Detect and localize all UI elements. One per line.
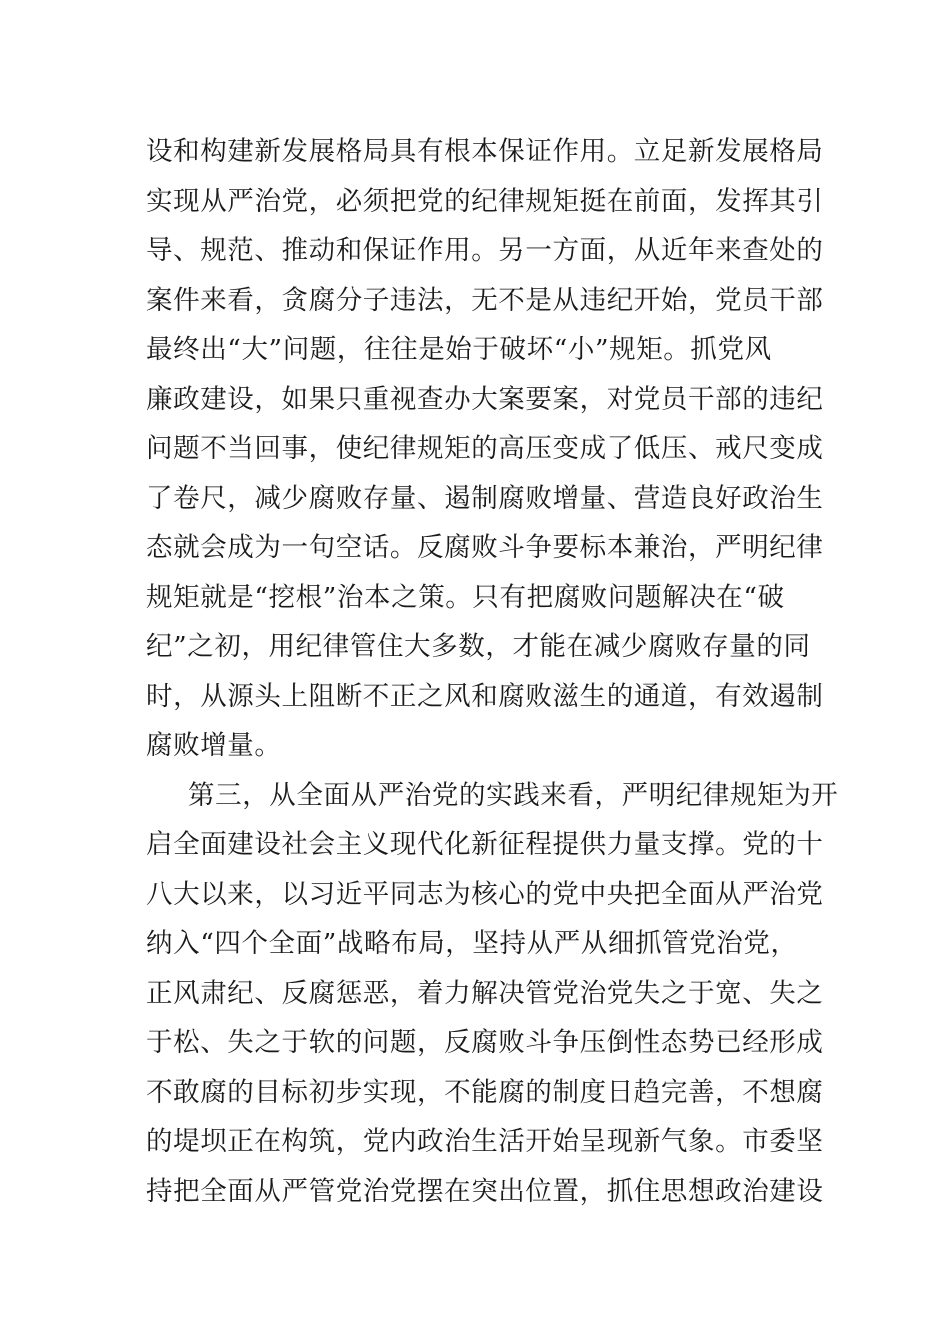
text-line: 规矩就是“挖根”治本之策。只有把腐败问题解决在“破 — [146, 581, 785, 613]
text-line: 廉政建设，如果只重视查办大案要案，对党员干部的违纪 — [146, 383, 824, 415]
text-line: 最终出“大”问题，往往是始于破坏“小”规矩。抓党风 — [146, 334, 772, 365]
text-line: 正风肃纪、反腐惩恶，着力解决管党治党失之于宽、失之 — [146, 977, 824, 1009]
text-line: 腐败增量。 — [146, 730, 282, 761]
text-line: 设和构建新发展格局具有根本保证作用。立足新发展格局 — [146, 136, 824, 167]
text-line: 导、规范、推动和保证作用。另一方面，从近年来查处的 — [146, 235, 824, 266]
text-line: 问题不当回事，使纪律规矩的高压变成了低压、戒尺变成 — [146, 433, 824, 464]
text-line: 了卷尺，减少腐败存量、遏制腐败增量、营造良好政治生 — [146, 482, 824, 514]
text-line: 时，从源头上阻断不正之风和腐败滋生的通道，有效遏制 — [146, 680, 824, 712]
text-line: 态就会成为一句空话。反腐败斗争要标本兼治，严明纪律 — [146, 532, 824, 563]
text-line: 启全面建设社会主义现代化新征程提供力量支撑。党的十 — [146, 829, 824, 860]
text-line: 实现从严治党，必须把党的纪律规矩挺在前面，发挥其引 — [146, 185, 824, 217]
text-line: 不敢腐的目标初步实现，不能腐的制度日趋完善，不想腐 — [146, 1076, 824, 1108]
text-line: 于松、失之于软的问题，反腐败斗争压倒性态势已经形成 — [146, 1027, 824, 1058]
body-text — [146, 127, 839, 1216]
text-line: 纳入“四个全面”战略布局，坚持从严从细抓管党治党， — [146, 928, 798, 959]
text-line: 持把全面从严管党治党摆在突出位置，抓住思想政治建设 — [146, 1175, 824, 1207]
text-line: 案件来看，贪腐分子违法，无不是从违纪开始，党员干部 — [146, 284, 824, 316]
text-line: 的堤坝正在构筑，党内政治生活开始呈现新气象。市委坚 — [146, 1126, 824, 1157]
paragraph-start-line: 第三，从全面从严治党的实践来看，严明纪律规矩为开 — [188, 779, 839, 811]
text-line: 八大以来，以习近平同志为核心的党中央把全面从严治党 — [146, 878, 824, 910]
text-line: 纪”之初，用纪律管住大多数，才能在减少腐败存量的同 — [146, 631, 811, 662]
